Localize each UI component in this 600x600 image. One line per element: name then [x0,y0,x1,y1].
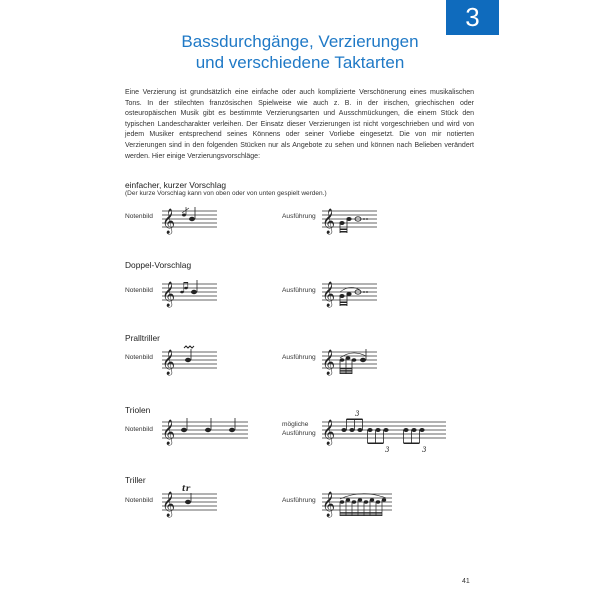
intro-paragraph: Eine Verzierung ist grundsätzlich eine einfache oder auch komplizierte Verschönerung eines musikalischen Tons. In der stilechten französischen Spielweise wie auch z. B. in der irischen, griechischen oder osteuropäischen Musik gibt es bestimmte Verzierungsarten und Ausschmückungen, die einem Stück den typischen Landescharakter verleihen. Der Einsatz dieser Verzierungen ist nicht vorgeschrieben und wird von jedem Musiker entsprechend seines Könnens oder seiner Vorliebe eingesetzt. Die von mir notierten Verzierungen sind in den folgenden Stücken nur als Angebote zu sehen und können nach Belieben verändert werden. Hier einige Verzierungsvorschläge: [125,89,474,160]
label-moegliche: mögliche [282,421,309,428]
triplet-eighths-up [341,419,362,433]
quarter-note [181,418,187,432]
label-notenbild-3: Notenbild [125,354,153,361]
triplet-mark: 3 [422,446,427,454]
main-note [191,280,197,294]
treble-clef-icon: 𝄞 [162,350,176,375]
trill-sixteenth-group [340,498,386,516]
label-notenbild-5: Notenbild [125,497,153,504]
label-ausfuehrung-2: Ausführung [282,287,316,294]
staff-notenbild-triolen [162,416,248,448]
treble-clef-icon: 𝄞 [322,420,336,445]
treble-clef-icon: 𝄞 [162,420,176,445]
staff-ausfuehrung-doppelvorschlag [322,278,377,310]
section-title-doppelvorschlag: Doppel-Vorschlag [125,260,192,270]
page-title-line-2: und verschiedene Taktarten [195,53,405,72]
label-notenbild-4: Notenbild [125,426,153,433]
chapter-tab: 3 [446,0,499,35]
section-title-vorschlag: einfacher, kurzer Vorschlag [125,180,227,190]
main-note [189,207,195,221]
treble-clef-icon: 𝄞 [162,282,176,307]
page-title-line-1: Bassdurchgänge, Verzierungen [181,32,419,51]
quarter-note [205,418,211,432]
label-ausfuehrung-4: Ausführung [282,430,316,437]
slur [340,353,366,358]
staff-ausfuehrung-vorschlag [322,205,377,237]
sixteenth-note-group [339,292,351,306]
page-number: 41 [462,578,470,585]
triplet-eighths-down [403,428,424,444]
section-title-triller: Triller [125,475,146,485]
staff-notenbild-doppelvorschlag [162,278,217,310]
staff-ausfuehrung-triolen [322,410,446,454]
staff-ausfuehrung-pralltriller [322,344,377,376]
treble-clef-icon: 𝄞 [322,492,336,517]
treble-clef-icon: 𝄞 [322,282,336,307]
label-notenbild-1: Notenbild [125,213,153,220]
label-ausfuehrung-3: Ausführung [282,354,316,361]
section-title-pralltriller: Pralltriller [125,333,160,343]
staff-notenbild-pralltriller [162,344,217,376]
quarter-note [229,418,235,432]
main-note [185,493,191,504]
triplet-eighths-down [367,428,388,444]
main-note [185,349,191,362]
triplet-mark: 3 [355,410,360,418]
thirtysecond-note-group [340,356,357,374]
treble-clef-icon: 𝄞 [162,209,176,234]
label-notenbild-2: Notenbild [125,287,153,294]
mordent-icon [184,346,194,348]
section-note-vorschlag: (Der kurze Vorschlag kann von oben oder von unten gespielt werden.) [125,190,327,197]
sixteenth-note-pair [339,217,351,233]
staff-notenbild-vorschlag [162,205,217,237]
label-ausfuehrung-1: Ausführung [282,213,316,220]
staff-ausfuehrung-triller [322,486,392,518]
treble-clef-icon: 𝄞 [322,350,336,375]
triplet-mark: 3 [385,446,390,454]
treble-clef-icon: 𝄞 [162,492,176,517]
treble-clef-icon: 𝄞 [322,209,336,234]
label-ausfuehrung-5: Ausführung [282,497,316,504]
section-title-triolen: Triolen [125,405,151,415]
trill-mark: tr [182,483,190,493]
staff-notenbild-triller [162,483,217,518]
